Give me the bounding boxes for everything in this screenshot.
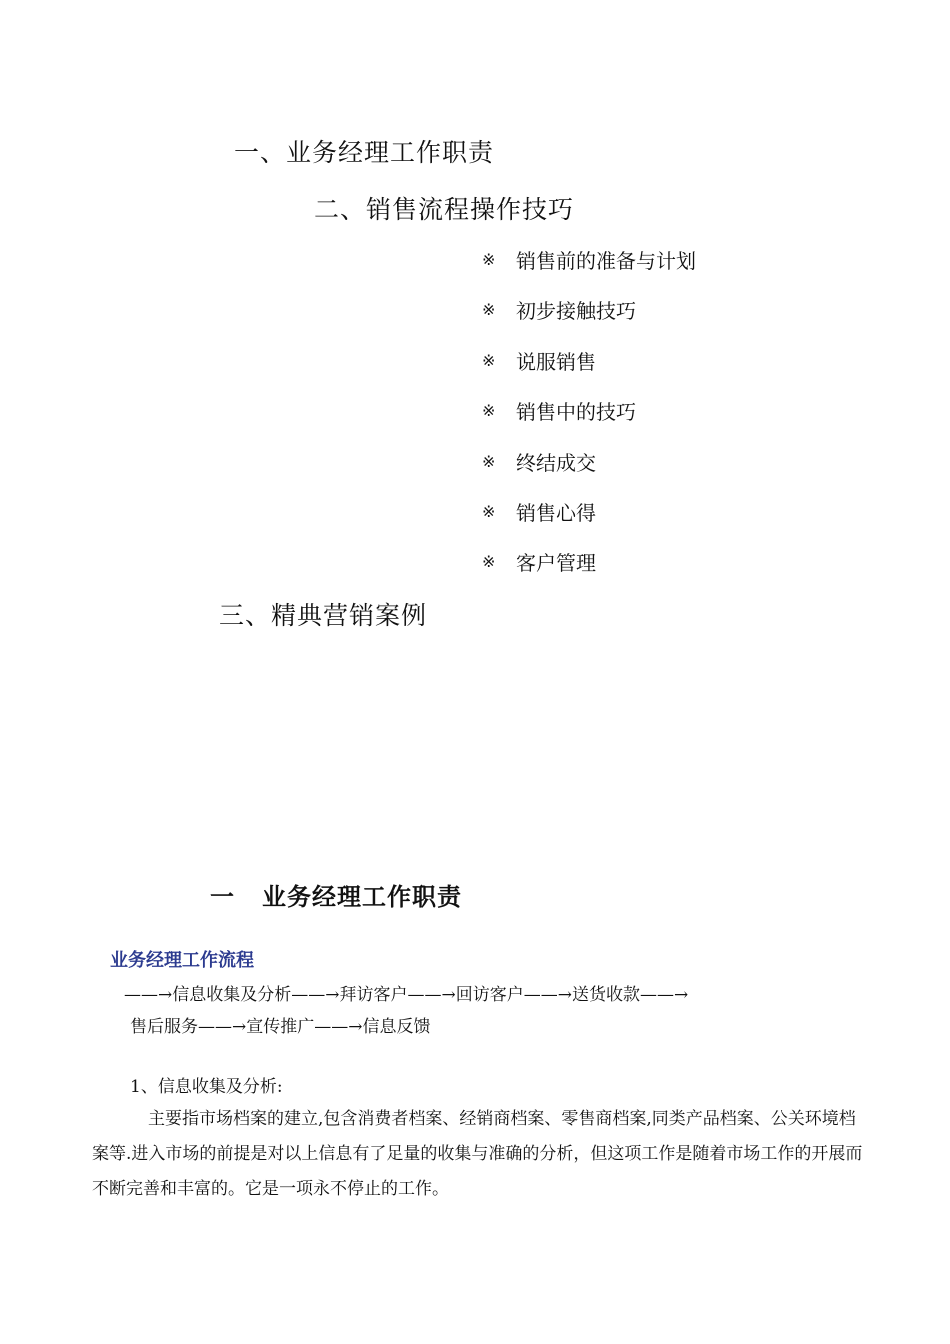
toc-item xyxy=(482,447,596,476)
toc-item xyxy=(482,346,596,375)
reference-mark-icon: ※ xyxy=(482,502,496,521)
toc-item xyxy=(482,396,636,425)
toc-item xyxy=(482,547,596,576)
reference-mark-icon: ※ xyxy=(482,300,496,319)
toc-section-2: 二、销售流程操作技巧 xyxy=(314,195,575,224)
flow-line-1: ——→信息收集及分析——→拜访客户——→回访客户——→送货收款——→ xyxy=(124,985,689,1005)
toc-item xyxy=(482,295,636,324)
flow-line-2: 售后服务——→宣传推广——→信息反馈 xyxy=(130,1017,431,1037)
toc-item-label: 客户管理 xyxy=(516,551,596,575)
reference-mark-icon: ※ xyxy=(482,250,496,269)
toc-item-label: 初步接触技巧 xyxy=(516,299,636,323)
toc-item-label: 说服销售 xyxy=(516,350,596,374)
toc-item-label: 终结成交 xyxy=(516,451,596,475)
chapter-heading xyxy=(210,877,462,912)
toc-section-3: 三、精典营销案例 xyxy=(219,601,428,630)
reference-mark-icon: ※ xyxy=(482,351,496,370)
toc-item xyxy=(482,245,696,274)
chapter-number: 一 xyxy=(210,882,235,911)
reference-mark-icon: ※ xyxy=(482,552,496,571)
section-heading: 1、信息收集及分析: xyxy=(130,1077,283,1097)
toc-item-label: 销售中的技巧 xyxy=(516,400,636,424)
toc-item xyxy=(482,497,596,526)
reference-mark-icon: ※ xyxy=(482,452,496,471)
flow-title: 业务经理工作流程 xyxy=(110,950,254,971)
toc-item-label: 销售前的准备与计划 xyxy=(516,249,696,273)
section-paragraph: 主要指市场档案的建立,包含消费者档案、经销商档案、零售商档案,同类产品档案、公关环境档案等.进入市场的前提是对以上信息有了足量的收集与准确的分析，但这项工作是随着市场工作的开展而不断完善和丰富的。它是一项永不停止的工作。 xyxy=(92,1109,863,1199)
toc-item-label: 销售心得 xyxy=(516,501,596,525)
toc-section-1: 一、业务经理工作职责 xyxy=(234,138,495,167)
reference-mark-icon: ※ xyxy=(482,401,496,420)
chapter-title: 业务经理工作职责 xyxy=(262,882,462,911)
